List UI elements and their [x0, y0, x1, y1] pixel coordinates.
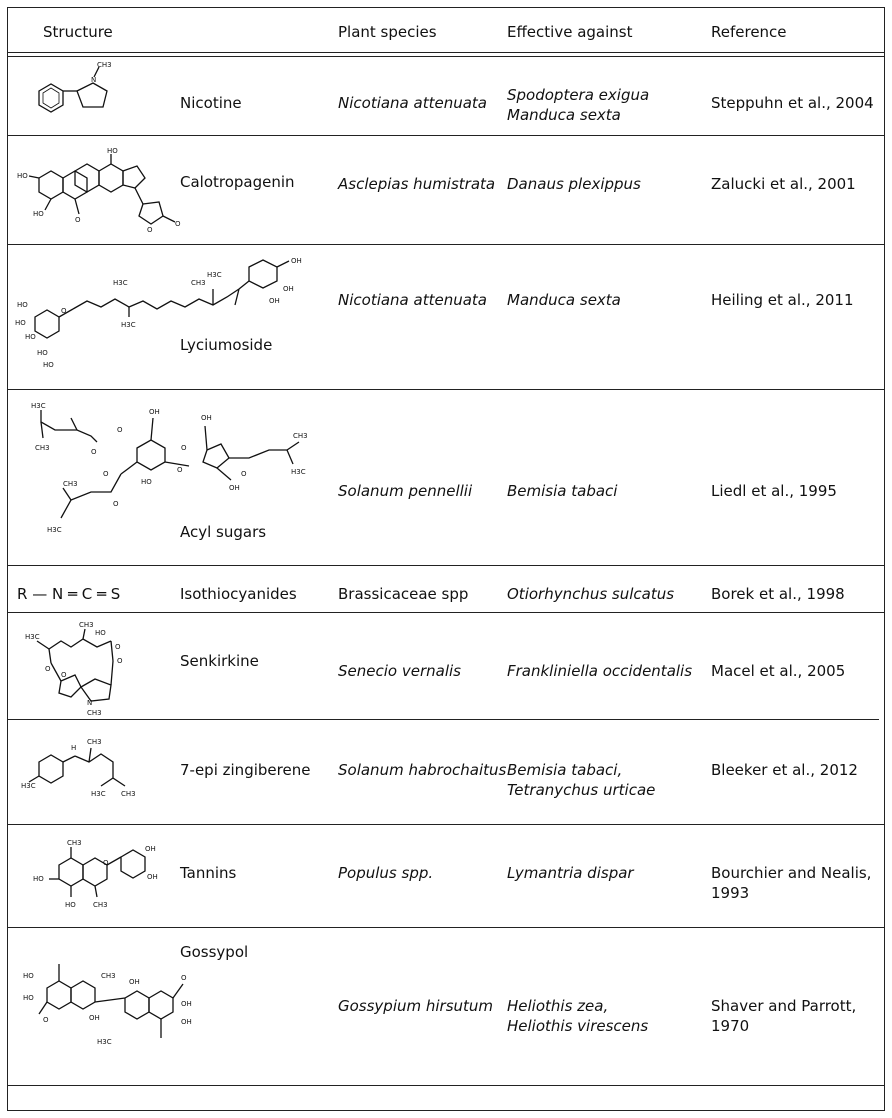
- table-row: [7, 613, 885, 719]
- atom-label: OH: [181, 1000, 192, 1008]
- atom-label: CH3: [87, 738, 102, 746]
- effective-against-2: Heliothis virescens: [507, 1017, 649, 1035]
- effective-against-1: Heliothis zea,: [507, 997, 609, 1015]
- reference-line-2: 1970: [711, 1017, 750, 1035]
- atom-label: CH3: [293, 432, 308, 440]
- atom-label: H3C: [207, 271, 222, 279]
- atom-label: H3C: [97, 1038, 112, 1046]
- atom-label: CH3: [79, 621, 94, 629]
- atom-label: O: [117, 657, 123, 665]
- table-row: [7, 57, 885, 135]
- senkirkine-structure: [21, 621, 141, 717]
- row-divider: [7, 1085, 885, 1086]
- atom-label: HO: [33, 210, 44, 218]
- header-plant-species: Plant species: [338, 23, 437, 41]
- reference: Heiling et al., 2011: [711, 291, 854, 309]
- tannins-structure: [21, 835, 171, 921]
- atom-label: CH3: [87, 709, 102, 717]
- compound-name: Senkirkine: [180, 652, 259, 670]
- atom-label: O: [113, 500, 119, 508]
- compound-name: Gossypol: [180, 943, 249, 961]
- atom-label: OH: [201, 414, 212, 422]
- effective-against-2: Manduca sexta: [507, 106, 621, 124]
- atom-label: H3C: [21, 782, 36, 790]
- atom-label: O: [103, 859, 109, 867]
- atom-label: HO: [107, 147, 118, 155]
- zingiberene-structure: [21, 728, 141, 818]
- reference-line-1: Shaver and Parrott,: [711, 997, 857, 1015]
- atom-label: OH: [89, 1014, 100, 1022]
- atom-label: O: [75, 216, 81, 224]
- compound-name: Calotropagenin: [180, 173, 295, 191]
- atom-label: OH: [149, 408, 160, 416]
- atom-label: CH3: [97, 61, 112, 69]
- atom-label: OH: [269, 297, 280, 305]
- atom-label: O: [241, 470, 247, 478]
- atom-label: H3C: [291, 468, 306, 476]
- atom-label: CH3: [191, 279, 206, 287]
- atom-label: HO: [33, 875, 44, 883]
- table-row: [7, 136, 885, 244]
- calotropagenin-structure: [13, 144, 193, 240]
- effective-against-1: Bemisia tabaci,: [507, 761, 623, 779]
- effective-against-1: Lymantria dispar: [507, 864, 634, 882]
- atom-label: HO: [25, 333, 36, 341]
- atom-label: CH3: [93, 901, 108, 909]
- plant-species: Gossypium hirsutum: [338, 997, 494, 1015]
- atom-label: CH3: [67, 839, 82, 847]
- atom-label: O: [181, 444, 187, 452]
- atom-label: HO: [37, 349, 48, 357]
- compound-name: Isothiocyanides: [180, 585, 297, 603]
- atom-label: CH3: [101, 972, 116, 980]
- atom-label: HO: [23, 994, 34, 1002]
- plant-species: Brassicaceae spp: [338, 585, 469, 603]
- atom-label: O: [43, 1016, 49, 1024]
- effective-against-1: Otiorhynchus sulcatus: [507, 585, 675, 603]
- atom-label: HO: [95, 629, 106, 637]
- reference: Liedl et al., 1995: [711, 482, 837, 500]
- atom-label: HO: [15, 319, 26, 327]
- atom-label: O: [177, 466, 183, 474]
- header-reference: Reference: [711, 23, 787, 41]
- atom-label: O: [61, 671, 67, 679]
- compound-name: Tannins: [180, 864, 237, 882]
- table-row: [7, 390, 885, 564]
- atom-label: HO: [23, 972, 34, 980]
- atom-label: HO: [65, 901, 76, 909]
- atom-label: O: [181, 974, 187, 982]
- table-row: [7, 928, 885, 1084]
- plant-species: Solanum habrochaitus: [338, 761, 507, 779]
- atom-label: H3C: [121, 321, 136, 329]
- table-row: [7, 825, 885, 927]
- atom-label: OH: [291, 257, 302, 265]
- atom-label: CH3: [63, 480, 78, 488]
- atom-label: O: [103, 470, 109, 478]
- nicotine-structure: [21, 61, 131, 131]
- compound-name: 7-epi zingiberene: [180, 761, 311, 779]
- plant-species: Nicotiana attenuata: [338, 291, 487, 309]
- atom-label: H3C: [113, 279, 128, 287]
- atom-label: O: [175, 220, 181, 228]
- reference: Steppuhn et al., 2004: [711, 94, 874, 112]
- atom-label: O: [117, 426, 123, 434]
- atom-label: HO: [17, 172, 28, 180]
- atom-label: OH: [147, 873, 158, 881]
- atom-label: CH3: [121, 790, 136, 798]
- reference: Borek et al., 1998: [711, 585, 845, 603]
- effective-against-1: Manduca sexta: [507, 291, 621, 309]
- atom-label: OH: [283, 285, 294, 293]
- atom-label: H3C: [91, 790, 106, 798]
- table-row: [7, 566, 885, 612]
- atom-label: N: [87, 699, 93, 707]
- reference-line-1: Bourchier and Nealis,: [711, 864, 872, 882]
- atom-label: O: [115, 643, 121, 651]
- atom-label: H3C: [31, 402, 46, 410]
- reference: Zalucki et al., 2001: [711, 175, 856, 193]
- atom-label: OH: [129, 978, 140, 986]
- plant-species: Asclepias humistrata: [338, 175, 496, 193]
- atom-label: O: [91, 448, 97, 456]
- atom-label: OH: [229, 484, 240, 492]
- atom-label: H3C: [25, 633, 40, 641]
- plant-species: Solanum pennellii: [338, 482, 473, 500]
- atom-label: CH3: [35, 444, 50, 452]
- atom-label: O: [45, 665, 51, 673]
- atom-label: O: [61, 307, 67, 315]
- plant-species: Senecio vernalis: [338, 662, 461, 680]
- effective-against-1: Spodoptera exigua: [507, 86, 650, 104]
- lyciumoside-structure: [13, 255, 313, 383]
- isothiocyanide-structure: R — N ═ C ═ S: [17, 585, 121, 603]
- compound-name: Acyl sugars: [180, 523, 267, 541]
- effective-against-1: Frankliniella occidentalis: [507, 662, 693, 680]
- effective-against-1: Bemisia tabaci: [507, 482, 618, 500]
- plant-species: Populus spp.: [338, 864, 434, 882]
- effective-against-2: Tetranychus urticae: [507, 781, 656, 799]
- atom-label: HO: [17, 301, 28, 309]
- atom-label: N: [91, 76, 97, 84]
- atom-label: O: [147, 226, 153, 234]
- atom-label: HO: [43, 361, 54, 369]
- atom-label: H: [71, 744, 77, 752]
- compound-name: Nicotine: [180, 94, 242, 112]
- reference: Macel et al., 2005: [711, 662, 846, 680]
- reference-line-2: 1993: [711, 884, 750, 902]
- atom-label: OH: [181, 1018, 192, 1026]
- plant-species: Nicotiana attenuata: [338, 94, 487, 112]
- table-row: [7, 720, 885, 824]
- reference: Bleeker et al., 2012: [711, 761, 858, 779]
- atom-label: OH: [145, 845, 156, 853]
- table-row: [7, 245, 885, 389]
- atom-label: H3C: [47, 526, 62, 534]
- header-rule-1: [7, 52, 885, 53]
- gossypol-structure: [17, 948, 217, 1078]
- atom-label: HO: [141, 478, 152, 486]
- effective-against-1: Danaus plexippus: [507, 175, 641, 193]
- compound-name: Lyciumoside: [180, 336, 273, 354]
- header-structure: Structure: [43, 23, 113, 41]
- header-effective-against: Effective against: [507, 23, 633, 41]
